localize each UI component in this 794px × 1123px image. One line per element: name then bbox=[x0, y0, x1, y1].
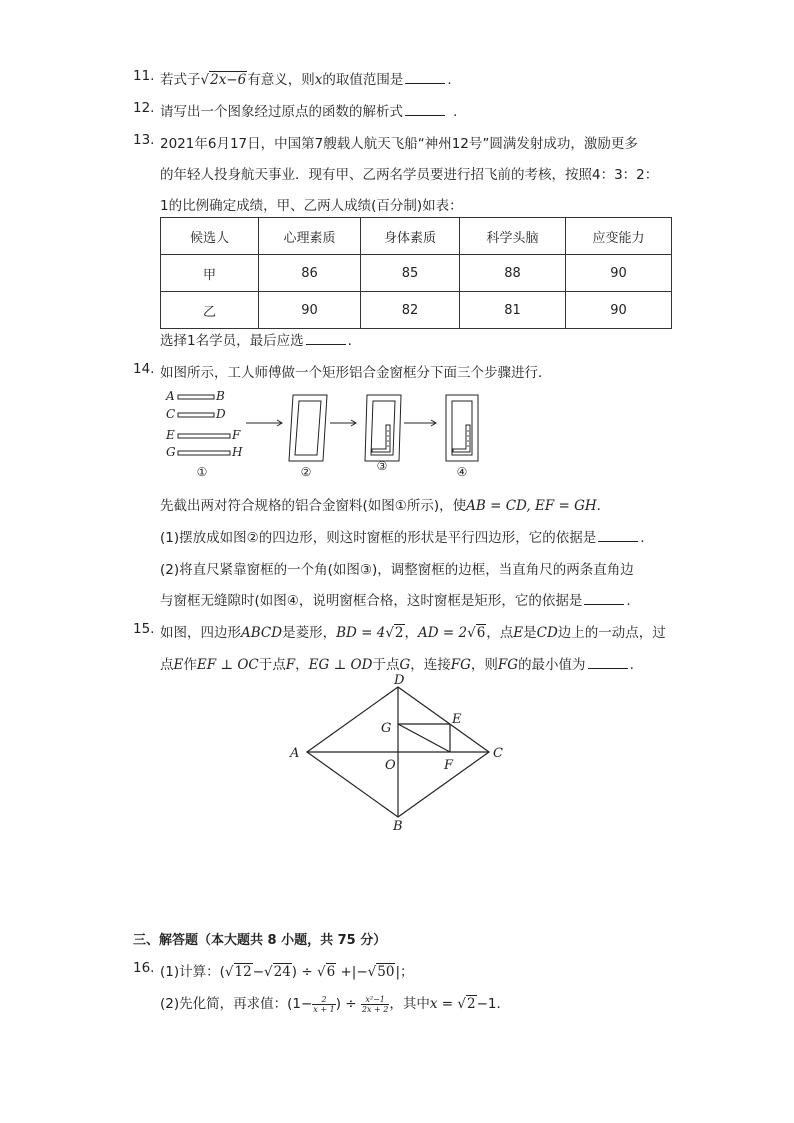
radicand: 6 bbox=[476, 625, 486, 641]
q16-part-1 bbox=[160, 960, 414, 980]
radicand: 2 bbox=[466, 996, 476, 1012]
sqrt-symbol: √ bbox=[367, 964, 377, 980]
fraction bbox=[361, 995, 389, 1014]
t: 点 bbox=[160, 657, 174, 673]
frame-3-outer bbox=[365, 395, 401, 461]
sqrt-symbol: √ bbox=[264, 964, 273, 980]
label-D: D bbox=[216, 407, 226, 421]
q14-line-1: 如图所示，工人师傅做一个矩形铝合金窗框分下面三个步骤进行． bbox=[160, 365, 552, 381]
question-11-text bbox=[160, 68, 452, 88]
table-cell: 90 bbox=[566, 255, 672, 292]
q13-after-text: 选择1名学员，最后应选 bbox=[160, 333, 304, 349]
answer-blank[interactable] bbox=[588, 656, 628, 669]
table-cell: 88 bbox=[460, 255, 566, 292]
numerator: x²−1 bbox=[361, 995, 389, 1005]
q14-p1-end: . bbox=[640, 530, 645, 546]
q14-line2-math: AB = CD, EF = GH bbox=[466, 498, 597, 514]
q11-text-b: 有意义，则 bbox=[247, 72, 315, 88]
bar-CD bbox=[178, 413, 214, 417]
point-C: C bbox=[493, 746, 503, 761]
m: FG bbox=[450, 657, 471, 673]
q13-end: . bbox=[347, 333, 352, 349]
q14-p2-text: 与窗框无缝隙时(如图④，说明窗框合格，这时窗框是矩形，它的依据是 bbox=[160, 593, 583, 609]
q11-text-c: 的取值范围是 bbox=[322, 72, 404, 88]
m: EF ⊥ OC bbox=[196, 657, 259, 673]
frame-3-inner bbox=[371, 401, 395, 455]
answer-blank[interactable] bbox=[306, 332, 346, 345]
bar-AB bbox=[178, 395, 214, 399]
q14-line2-end: ． bbox=[596, 498, 611, 514]
table-cell: 86 bbox=[259, 255, 361, 292]
point-D: D bbox=[394, 673, 405, 688]
t: ，点 bbox=[486, 625, 514, 641]
q14-p1-text: (1)摆放成如图②的四边形，则这时窗框的形状是平行四边形，它的依据是 bbox=[160, 530, 597, 546]
m: E bbox=[513, 625, 524, 641]
sqrt-symbol: √ bbox=[385, 625, 394, 641]
question-number-15: 15. bbox=[133, 621, 155, 637]
section-3-title: 三、解答题（本大题共 8 小题，共 75 分） bbox=[133, 933, 387, 948]
q14-p2-end: . bbox=[626, 593, 631, 609]
m: G bbox=[399, 657, 411, 673]
t: = bbox=[437, 996, 458, 1012]
sqrt-symbol: √ bbox=[467, 625, 476, 641]
q13-line-3: 1的比例确定成绩，甲、乙两人成绩(百分制)如表： bbox=[160, 198, 463, 214]
table-cell: 90 bbox=[566, 292, 672, 329]
numerator: 2 bbox=[312, 995, 335, 1005]
table-header-cell: 应变能力 bbox=[566, 218, 672, 255]
q14-part-1 bbox=[160, 526, 645, 546]
q12-end: . bbox=[453, 104, 458, 120]
bar-EF bbox=[178, 434, 230, 438]
question-12-text bbox=[160, 100, 457, 120]
table-row bbox=[161, 292, 672, 329]
table-cell: 90 bbox=[259, 292, 361, 329]
m: E bbox=[173, 657, 184, 673]
point-A: A bbox=[290, 746, 300, 761]
t: ，连接 bbox=[410, 657, 451, 673]
radicand: 2 bbox=[394, 625, 404, 641]
label-G: G bbox=[166, 445, 176, 459]
q14-line2-text: 先截出两对符合规格的铝合金窗料(如图①所示)，使 bbox=[160, 498, 467, 514]
m: CD bbox=[536, 625, 558, 641]
frame-parallelogram-inner bbox=[295, 401, 321, 455]
q11-text-a: 若式子 bbox=[160, 72, 201, 88]
denominator: 2x + 2 bbox=[361, 1004, 389, 1014]
q16-part-2 bbox=[160, 992, 510, 1014]
t: 如图，四边形 bbox=[160, 625, 241, 641]
sqrt-symbol: √ bbox=[200, 72, 210, 88]
point-E: E bbox=[452, 712, 462, 727]
radicand: 6 bbox=[326, 964, 336, 980]
table-cell: 甲 bbox=[161, 255, 259, 292]
table-header-cell: 身体素质 bbox=[361, 218, 460, 255]
table-cell: 82 bbox=[361, 292, 460, 329]
t: ， bbox=[404, 625, 419, 641]
q15-line-1 bbox=[160, 621, 666, 641]
q11-radicand: 2x−6 bbox=[210, 72, 247, 88]
table-header-cell: 心理素质 bbox=[259, 218, 361, 255]
t: ， bbox=[295, 657, 309, 673]
frame-4-outer bbox=[446, 395, 478, 461]
radicand: 24 bbox=[273, 964, 291, 980]
label-A: A bbox=[166, 389, 175, 403]
table-cell: 85 bbox=[361, 255, 460, 292]
answer-blank[interactable] bbox=[405, 71, 445, 84]
segment-GF bbox=[398, 724, 450, 752]
label-F: F bbox=[232, 428, 241, 442]
q11-var-x: x bbox=[314, 72, 323, 88]
m: ABCD bbox=[241, 625, 283, 641]
sqrt-symbol: √ bbox=[224, 964, 234, 980]
q14-part-2-line-1: (2)将直尺紧靠窗框的一个角(如图③)，调整窗框的边框，当直角尺的两条直角边 bbox=[160, 562, 634, 578]
ruler-3 bbox=[372, 425, 390, 452]
t: 边上的一动点，过 bbox=[557, 625, 666, 641]
q14-part-2-line-2 bbox=[160, 589, 631, 609]
table-cell: 81 bbox=[460, 292, 566, 329]
step-label-1: ① bbox=[196, 465, 208, 479]
m: AD = 2 bbox=[418, 625, 468, 641]
point-B: B bbox=[393, 819, 403, 832]
point-O: O bbox=[385, 758, 396, 773]
t: − bbox=[252, 964, 264, 980]
step-label-4: ④ bbox=[456, 465, 468, 479]
window-frame-figure bbox=[160, 388, 500, 483]
t: −1． bbox=[476, 996, 510, 1012]
q13-after-table bbox=[160, 329, 352, 349]
label-B: B bbox=[216, 389, 225, 403]
m: BD = 4 bbox=[336, 625, 386, 641]
label-C: C bbox=[166, 407, 176, 421]
question-number-12: 12. bbox=[133, 100, 155, 116]
t: 是菱形， bbox=[282, 625, 337, 641]
frame-parallelogram-outer bbox=[289, 395, 327, 461]
q14-line-2 bbox=[160, 494, 610, 514]
label-H: H bbox=[232, 445, 243, 459]
q12-text: 请写出一个图象经过原点的函数的解析式 bbox=[160, 104, 403, 120]
t: ，则 bbox=[470, 657, 498, 673]
t: +|− bbox=[336, 964, 368, 980]
question-number-14: 14. bbox=[133, 361, 155, 377]
t: 是 bbox=[523, 625, 537, 641]
q13-line-2: 的年轻人投身航天事业．现有甲、乙两名学员要进行招飞前的考核，按照4：3：2： bbox=[160, 167, 659, 183]
t: ) ÷ bbox=[335, 996, 361, 1012]
point-G: G bbox=[381, 721, 392, 736]
t: . bbox=[629, 657, 634, 673]
question-number-16: 16. bbox=[133, 960, 155, 976]
bar-GH bbox=[178, 451, 230, 455]
t: (2)先化简，再求值：(1− bbox=[160, 996, 313, 1012]
table-header-cell: 候选人 bbox=[161, 218, 259, 255]
denominator: x + 1 bbox=[313, 1004, 335, 1014]
radicand: 12 bbox=[234, 964, 252, 980]
t: 于点 bbox=[258, 657, 286, 673]
m: F bbox=[285, 657, 296, 673]
var-x: x bbox=[429, 996, 438, 1012]
radicand: 50 bbox=[377, 964, 395, 980]
answer-blank[interactable] bbox=[584, 592, 624, 605]
t: (1)计算：( bbox=[160, 964, 225, 980]
answer-blank[interactable] bbox=[405, 103, 445, 116]
q11-end: . bbox=[447, 72, 452, 88]
label-E: E bbox=[166, 428, 175, 442]
question-number-11: 11. bbox=[133, 68, 155, 84]
point-F: F bbox=[444, 758, 454, 773]
step-label-3: ③ bbox=[376, 459, 388, 473]
m: EG ⊥ OD bbox=[308, 657, 373, 673]
t: |； bbox=[395, 964, 414, 980]
ruler-4 bbox=[453, 425, 470, 452]
score-table bbox=[160, 217, 672, 329]
t: ，其中 bbox=[389, 996, 430, 1012]
sqrt-symbol: √ bbox=[316, 964, 326, 980]
m: FG bbox=[497, 657, 519, 673]
question-number-13: 13. bbox=[133, 132, 155, 148]
q13-line-1: 2021年6月17日，中国第7艘载人航天飞船“神州12号”圆满发射成功，激励更多 bbox=[160, 136, 638, 152]
fraction bbox=[312, 995, 335, 1014]
frame-4-inner bbox=[452, 401, 472, 455]
q15-line-2 bbox=[160, 653, 634, 673]
answer-blank[interactable] bbox=[598, 529, 638, 542]
t: 的最小值为 bbox=[518, 657, 586, 673]
table-cell: 乙 bbox=[161, 292, 259, 329]
table-header-cell: 科学头脑 bbox=[460, 218, 566, 255]
t: 作 bbox=[183, 657, 197, 673]
t: ) ÷ bbox=[291, 964, 317, 980]
t: 于点 bbox=[372, 657, 400, 673]
table-header-row bbox=[161, 218, 672, 255]
rhombus-figure bbox=[285, 672, 525, 832]
sqrt-symbol: √ bbox=[457, 996, 466, 1012]
step-label-2: ② bbox=[300, 465, 312, 479]
table-row bbox=[161, 255, 672, 292]
